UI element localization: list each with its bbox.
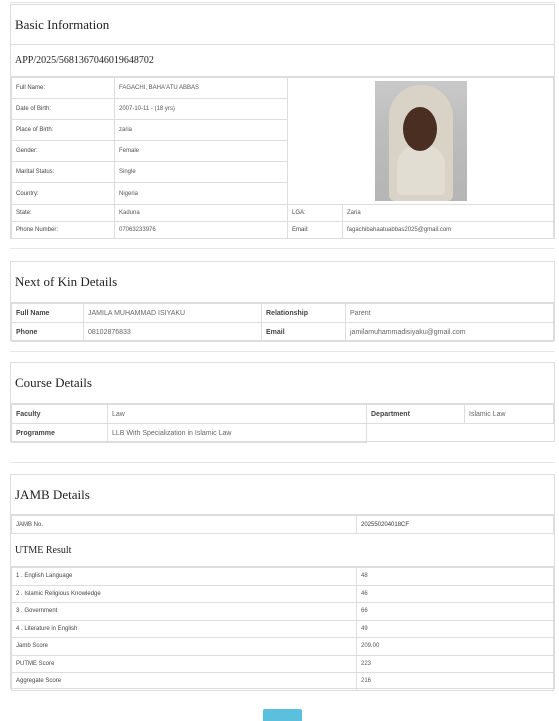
table-row bbox=[12, 304, 554, 323]
subject-label: 2 . Islamic Religious Knowledge bbox=[12, 585, 357, 603]
section-divider bbox=[10, 248, 555, 249]
subject-label: 4 . Literature in English bbox=[12, 620, 357, 638]
jamb-number-table bbox=[11, 515, 554, 534]
table-row bbox=[12, 638, 554, 656]
top-divider bbox=[10, 2, 555, 3]
phone-number-value: 07063233976 bbox=[115, 222, 288, 239]
course-details-panel bbox=[10, 362, 555, 442]
photo-cell bbox=[288, 78, 554, 205]
place-of-birth-label: Place of Birth: bbox=[12, 120, 115, 141]
table-row bbox=[12, 516, 554, 534]
basic-info-table bbox=[11, 77, 554, 239]
kin-phone-value: 08102876833 bbox=[84, 323, 262, 342]
course-details-title: Course Details bbox=[11, 363, 554, 404]
kin-email-label: Email bbox=[262, 323, 346, 342]
marital-status-value: Single bbox=[115, 162, 288, 183]
jamb-details-title: JAMB Details bbox=[11, 475, 554, 515]
subject-label: 3 . Government bbox=[12, 603, 357, 621]
programme-label: Programme bbox=[12, 424, 108, 443]
table-row bbox=[12, 603, 554, 621]
next-of-kin-table bbox=[11, 303, 554, 342]
aggregate-score-label: Aggregate Score bbox=[12, 673, 357, 691]
jamb-details-panel bbox=[10, 474, 555, 689]
application-number: APP/2025/5681367046019648702 bbox=[11, 45, 554, 77]
kin-name-label: Full Name bbox=[12, 304, 84, 323]
table-row bbox=[12, 205, 554, 222]
table-row bbox=[12, 655, 554, 673]
dob-label: Date of Birth: bbox=[12, 99, 115, 120]
lga-value: Zaria bbox=[343, 205, 554, 222]
programme-value: LLB With Specialization in Islamic Law bbox=[108, 424, 367, 443]
basic-information-title: Basic Information bbox=[11, 5, 554, 45]
faculty-value: Law bbox=[108, 405, 367, 424]
table-row bbox=[12, 568, 554, 586]
gender-label: Gender: bbox=[12, 141, 115, 162]
basic-information-panel bbox=[10, 4, 555, 239]
table-row bbox=[12, 673, 554, 691]
kin-email-value: jamilamuhammadisiyaku@gmail.com bbox=[346, 323, 554, 342]
department-value: Islamic Law bbox=[465, 405, 554, 424]
kin-phone-label: Phone bbox=[12, 323, 84, 342]
utme-result-title: UTME Result bbox=[11, 534, 554, 567]
kin-relationship-label: Relationship bbox=[262, 304, 346, 323]
table-row bbox=[12, 424, 554, 443]
place-of-birth-value: zaria bbox=[115, 120, 288, 141]
gender-value: Female bbox=[115, 141, 288, 162]
country-label: Country: bbox=[12, 183, 115, 205]
jamb-score-label: Jamb Score bbox=[12, 638, 357, 656]
table-row bbox=[12, 78, 554, 99]
subject-score: 49 bbox=[357, 620, 554, 638]
email-label: Email: bbox=[288, 222, 343, 239]
full-name-label: Full Name: bbox=[12, 78, 115, 99]
subject-score: 48 bbox=[357, 568, 554, 586]
applicant-passport-photo bbox=[375, 81, 467, 201]
phone-number-label: Phone Number: bbox=[12, 222, 115, 239]
jamb-score-value: 209.00 bbox=[357, 638, 554, 656]
state-label: State: bbox=[12, 205, 115, 222]
table-row bbox=[12, 222, 554, 239]
kin-relationship-value: Parent bbox=[346, 304, 554, 323]
table-row bbox=[12, 585, 554, 603]
department-label: Department bbox=[367, 405, 465, 424]
table-row bbox=[12, 405, 554, 424]
subject-label: 1 . English Language bbox=[12, 568, 357, 586]
section-divider bbox=[10, 351, 555, 352]
print-button[interactable] bbox=[263, 709, 302, 721]
section-divider bbox=[10, 462, 555, 463]
next-of-kin-title: Next of Kin Details bbox=[11, 262, 554, 303]
empty-cell bbox=[367, 424, 554, 443]
jamb-number-label: JAMB No. bbox=[12, 516, 357, 534]
faculty-label: Faculty bbox=[12, 405, 108, 424]
table-row bbox=[12, 620, 554, 638]
subject-score: 46 bbox=[357, 585, 554, 603]
lga-label: LGA: bbox=[288, 205, 343, 222]
email-value: fagachibahaatuabbas2025@gmail.com bbox=[343, 222, 554, 239]
jamb-number-value: 202550204018CF bbox=[357, 516, 554, 534]
putme-score-value: 223 bbox=[357, 655, 554, 673]
putme-score-label: PUTME Score bbox=[12, 655, 357, 673]
table-row bbox=[12, 323, 554, 342]
course-details-table bbox=[11, 404, 554, 443]
dob-value: 2007-10-11 - (18 yrs) bbox=[115, 99, 288, 120]
subject-score: 66 bbox=[357, 603, 554, 621]
country-value: Nigeria bbox=[115, 183, 288, 205]
aggregate-score-value: 216 bbox=[357, 673, 554, 691]
state-value: Kaduna bbox=[115, 205, 288, 222]
marital-status-label: Marital Status: bbox=[12, 162, 115, 183]
kin-name-value: JAMILA MUHAMMAD ISIYAKU bbox=[84, 304, 262, 323]
next-of-kin-panel bbox=[10, 261, 555, 341]
full-name-value: FAGACHI, BAHA'ATU ABBAS bbox=[115, 78, 288, 99]
utme-result-table bbox=[11, 567, 554, 691]
